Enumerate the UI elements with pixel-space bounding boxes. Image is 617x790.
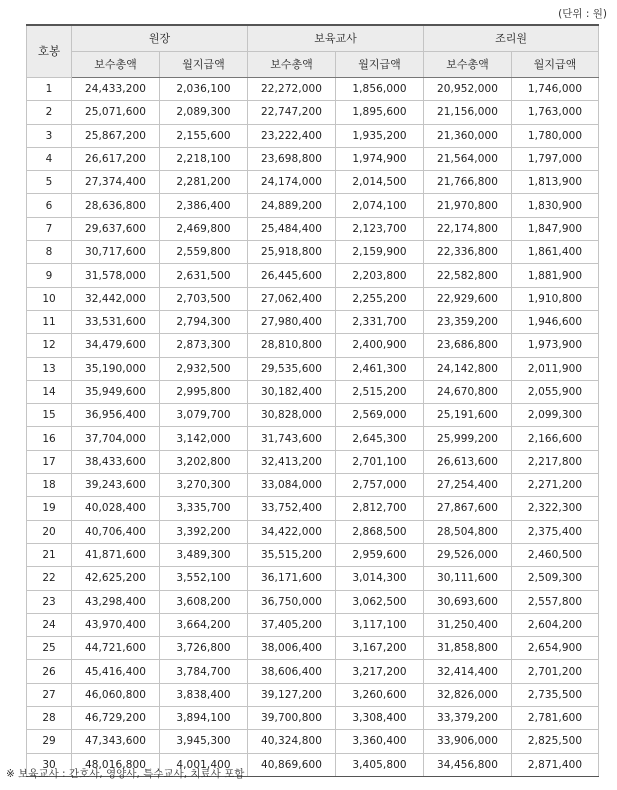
teacher-total-cell: 32,413,200 bbox=[248, 450, 336, 473]
grade-cell: 11 bbox=[27, 310, 72, 333]
cook-monthly-cell: 1,847,900 bbox=[512, 217, 599, 240]
teacher-monthly-cell: 2,461,300 bbox=[336, 357, 424, 380]
grade-cell: 27 bbox=[27, 683, 72, 706]
teacher-total-cell: 31,743,600 bbox=[248, 427, 336, 450]
teacher-monthly-cell: 2,159,900 bbox=[336, 241, 424, 264]
grade-cell: 16 bbox=[27, 427, 72, 450]
cook-monthly-cell: 2,701,200 bbox=[512, 660, 599, 683]
cook-monthly-cell: 2,825,500 bbox=[512, 730, 599, 753]
cook-monthly-cell: 1,746,000 bbox=[512, 78, 599, 101]
table-row bbox=[27, 543, 599, 566]
director-total-cell: 40,028,400 bbox=[72, 497, 160, 520]
teacher-monthly-cell: 3,405,800 bbox=[336, 753, 424, 776]
cook-monthly-cell: 2,271,200 bbox=[512, 474, 599, 497]
teacher-monthly-cell: 3,260,600 bbox=[336, 683, 424, 706]
director-monthly-cell: 2,932,500 bbox=[160, 357, 248, 380]
teacher-monthly-cell: 2,074,100 bbox=[336, 194, 424, 217]
subheader-total: 보수총액 bbox=[248, 52, 336, 78]
cook-total-cell: 21,360,000 bbox=[424, 124, 512, 147]
teacher-monthly-cell: 2,645,300 bbox=[336, 427, 424, 450]
grade-cell: 19 bbox=[27, 497, 72, 520]
grade-cell: 2 bbox=[27, 101, 72, 124]
table-row bbox=[27, 474, 599, 497]
director-total-cell: 47,343,600 bbox=[72, 730, 160, 753]
director-total-cell: 40,706,400 bbox=[72, 520, 160, 543]
teacher-monthly-cell: 1,974,900 bbox=[336, 147, 424, 170]
teacher-total-cell: 23,222,400 bbox=[248, 124, 336, 147]
cook-monthly-cell: 2,055,900 bbox=[512, 380, 599, 403]
teacher-total-cell: 22,272,000 bbox=[248, 78, 336, 101]
teacher-total-cell: 29,535,600 bbox=[248, 357, 336, 380]
teacher-monthly-cell: 2,812,700 bbox=[336, 497, 424, 520]
teacher-monthly-cell: 2,400,900 bbox=[336, 334, 424, 357]
cook-monthly-cell: 2,011,900 bbox=[512, 357, 599, 380]
teacher-monthly-cell: 3,217,200 bbox=[336, 660, 424, 683]
cook-total-cell: 22,929,600 bbox=[424, 287, 512, 310]
grade-cell: 13 bbox=[27, 357, 72, 380]
grade-cell: 24 bbox=[27, 613, 72, 636]
cook-monthly-cell: 1,946,600 bbox=[512, 310, 599, 333]
director-monthly-cell: 2,873,300 bbox=[160, 334, 248, 357]
teacher-monthly-cell: 3,062,500 bbox=[336, 590, 424, 613]
grade-cell: 12 bbox=[27, 334, 72, 357]
cook-total-cell: 20,952,000 bbox=[424, 78, 512, 101]
teacher-total-cell: 22,747,200 bbox=[248, 101, 336, 124]
teacher-monthly-cell: 2,868,500 bbox=[336, 520, 424, 543]
teacher-total-cell: 35,515,200 bbox=[248, 543, 336, 566]
director-total-cell: 42,625,200 bbox=[72, 567, 160, 590]
director-total-cell: 46,729,200 bbox=[72, 707, 160, 730]
table-row bbox=[27, 497, 599, 520]
director-monthly-cell: 3,079,700 bbox=[160, 404, 248, 427]
cook-monthly-cell: 1,861,400 bbox=[512, 241, 599, 264]
table-row bbox=[27, 404, 599, 427]
cook-monthly-cell: 1,813,900 bbox=[512, 171, 599, 194]
table-row bbox=[27, 637, 599, 660]
cook-total-cell: 25,999,200 bbox=[424, 427, 512, 450]
director-monthly-cell: 3,489,300 bbox=[160, 543, 248, 566]
teacher-monthly-cell: 1,856,000 bbox=[336, 78, 424, 101]
teacher-monthly-cell: 2,331,700 bbox=[336, 310, 424, 333]
cook-monthly-cell: 1,881,900 bbox=[512, 264, 599, 287]
teacher-monthly-cell: 1,935,200 bbox=[336, 124, 424, 147]
director-total-cell: 36,956,400 bbox=[72, 404, 160, 427]
cook-total-cell: 25,191,600 bbox=[424, 404, 512, 427]
teacher-total-cell: 40,324,800 bbox=[248, 730, 336, 753]
teacher-total-cell: 37,405,200 bbox=[248, 613, 336, 636]
table-row bbox=[27, 427, 599, 450]
cook-total-cell: 30,111,600 bbox=[424, 567, 512, 590]
grade-cell: 28 bbox=[27, 707, 72, 730]
table-row bbox=[27, 264, 599, 287]
table-row bbox=[27, 217, 599, 240]
header-row-groups bbox=[27, 25, 599, 52]
teacher-total-cell: 30,828,000 bbox=[248, 404, 336, 427]
director-monthly-cell: 3,838,400 bbox=[160, 683, 248, 706]
grade-cell: 25 bbox=[27, 637, 72, 660]
cook-total-cell: 27,254,400 bbox=[424, 474, 512, 497]
subheader-monthly: 월지급액 bbox=[336, 52, 424, 78]
subheader-total: 보수총액 bbox=[72, 52, 160, 78]
cook-total-cell: 32,414,400 bbox=[424, 660, 512, 683]
teacher-monthly-cell: 2,123,700 bbox=[336, 217, 424, 240]
teacher-monthly-cell: 2,515,200 bbox=[336, 380, 424, 403]
director-total-cell: 43,970,400 bbox=[72, 613, 160, 636]
director-total-cell: 44,721,600 bbox=[72, 637, 160, 660]
group-header-director: 원장 bbox=[72, 25, 248, 52]
director-total-cell: 25,867,200 bbox=[72, 124, 160, 147]
teacher-total-cell: 40,869,600 bbox=[248, 753, 336, 776]
director-total-cell: 34,479,600 bbox=[72, 334, 160, 357]
unit-note: (단위 : 원) bbox=[558, 8, 607, 20]
cook-monthly-cell: 2,166,600 bbox=[512, 427, 599, 450]
table-row bbox=[27, 730, 599, 753]
director-monthly-cell: 2,631,500 bbox=[160, 264, 248, 287]
cook-total-cell: 33,906,000 bbox=[424, 730, 512, 753]
cook-monthly-cell: 1,780,000 bbox=[512, 124, 599, 147]
director-total-cell: 24,433,200 bbox=[72, 78, 160, 101]
cook-monthly-cell: 2,557,800 bbox=[512, 590, 599, 613]
director-monthly-cell: 3,392,200 bbox=[160, 520, 248, 543]
teacher-total-cell: 28,810,800 bbox=[248, 334, 336, 357]
table-row bbox=[27, 101, 599, 124]
director-total-cell: 37,704,000 bbox=[72, 427, 160, 450]
table-body bbox=[27, 78, 599, 777]
subheader-monthly: 월지급액 bbox=[512, 52, 599, 78]
teacher-monthly-cell: 3,167,200 bbox=[336, 637, 424, 660]
grade-cell: 18 bbox=[27, 474, 72, 497]
teacher-monthly-cell: 2,959,600 bbox=[336, 543, 424, 566]
table-row bbox=[27, 683, 599, 706]
grade-cell: 5 bbox=[27, 171, 72, 194]
table-row bbox=[27, 310, 599, 333]
director-monthly-cell: 2,386,400 bbox=[160, 194, 248, 217]
table-row bbox=[27, 357, 599, 380]
cook-monthly-cell: 2,604,200 bbox=[512, 613, 599, 636]
teacher-total-cell: 27,062,400 bbox=[248, 287, 336, 310]
teacher-total-cell: 39,127,200 bbox=[248, 683, 336, 706]
teacher-monthly-cell: 3,014,300 bbox=[336, 567, 424, 590]
director-total-cell: 32,442,000 bbox=[72, 287, 160, 310]
teacher-total-cell: 27,980,400 bbox=[248, 310, 336, 333]
cook-monthly-cell: 2,460,500 bbox=[512, 543, 599, 566]
director-total-cell: 29,637,600 bbox=[72, 217, 160, 240]
grade-cell: 9 bbox=[27, 264, 72, 287]
cook-total-cell: 23,359,200 bbox=[424, 310, 512, 333]
director-monthly-cell: 3,608,200 bbox=[160, 590, 248, 613]
director-total-cell: 39,243,600 bbox=[72, 474, 160, 497]
table-row bbox=[27, 194, 599, 217]
director-total-cell: 35,949,600 bbox=[72, 380, 160, 403]
subheader-monthly: 월지급액 bbox=[160, 52, 248, 78]
director-total-cell: 25,071,600 bbox=[72, 101, 160, 124]
director-monthly-cell: 3,726,800 bbox=[160, 637, 248, 660]
director-monthly-cell: 2,995,800 bbox=[160, 380, 248, 403]
grade-cell: 14 bbox=[27, 380, 72, 403]
director-monthly-cell: 2,089,300 bbox=[160, 101, 248, 124]
grade-cell: 26 bbox=[27, 660, 72, 683]
grade-cell: 17 bbox=[27, 450, 72, 473]
cook-total-cell: 28,504,800 bbox=[424, 520, 512, 543]
group-header-cook: 조리원 bbox=[424, 25, 599, 52]
teacher-monthly-cell: 3,360,400 bbox=[336, 730, 424, 753]
teacher-total-cell: 26,445,600 bbox=[248, 264, 336, 287]
teacher-total-cell: 33,084,000 bbox=[248, 474, 336, 497]
grade-cell: 6 bbox=[27, 194, 72, 217]
table-row bbox=[27, 590, 599, 613]
director-monthly-cell: 3,894,100 bbox=[160, 707, 248, 730]
cook-total-cell: 34,456,800 bbox=[424, 753, 512, 776]
subheader-total: 보수총액 bbox=[424, 52, 512, 78]
director-monthly-cell: 3,784,700 bbox=[160, 660, 248, 683]
cook-monthly-cell: 2,654,900 bbox=[512, 637, 599, 660]
cook-total-cell: 30,693,600 bbox=[424, 590, 512, 613]
director-total-cell: 35,190,000 bbox=[72, 357, 160, 380]
grade-cell: 29 bbox=[27, 730, 72, 753]
teacher-total-cell: 24,889,200 bbox=[248, 194, 336, 217]
cook-total-cell: 21,156,000 bbox=[424, 101, 512, 124]
director-monthly-cell: 2,703,500 bbox=[160, 287, 248, 310]
cook-monthly-cell: 1,973,900 bbox=[512, 334, 599, 357]
cook-total-cell: 21,766,800 bbox=[424, 171, 512, 194]
teacher-total-cell: 33,752,400 bbox=[248, 497, 336, 520]
director-total-cell: 43,298,400 bbox=[72, 590, 160, 613]
cook-monthly-cell: 1,797,000 bbox=[512, 147, 599, 170]
director-monthly-cell: 3,335,700 bbox=[160, 497, 248, 520]
cook-total-cell: 32,826,000 bbox=[424, 683, 512, 706]
director-monthly-cell: 2,469,800 bbox=[160, 217, 248, 240]
teacher-total-cell: 25,484,400 bbox=[248, 217, 336, 240]
cook-total-cell: 26,613,600 bbox=[424, 450, 512, 473]
cook-monthly-cell: 1,910,800 bbox=[512, 287, 599, 310]
table-row bbox=[27, 241, 599, 264]
grade-cell: 3 bbox=[27, 124, 72, 147]
header-row-sub bbox=[27, 52, 599, 78]
teacher-monthly-cell: 2,757,000 bbox=[336, 474, 424, 497]
cook-monthly-cell: 2,509,300 bbox=[512, 567, 599, 590]
director-monthly-cell: 4,001,400 bbox=[160, 753, 248, 776]
teacher-monthly-cell: 3,117,100 bbox=[336, 613, 424, 636]
teacher-monthly-cell: 2,203,800 bbox=[336, 264, 424, 287]
grade-cell: 1 bbox=[27, 78, 72, 101]
director-monthly-cell: 3,664,200 bbox=[160, 613, 248, 636]
table-row bbox=[27, 334, 599, 357]
teacher-monthly-cell: 2,569,000 bbox=[336, 404, 424, 427]
cook-total-cell: 27,867,600 bbox=[424, 497, 512, 520]
teacher-total-cell: 38,006,400 bbox=[248, 637, 336, 660]
teacher-total-cell: 38,606,400 bbox=[248, 660, 336, 683]
teacher-total-cell: 34,422,000 bbox=[248, 520, 336, 543]
cook-total-cell: 24,142,800 bbox=[424, 357, 512, 380]
table-row bbox=[27, 287, 599, 310]
director-total-cell: 46,060,800 bbox=[72, 683, 160, 706]
grade-cell: 8 bbox=[27, 241, 72, 264]
table-row bbox=[27, 124, 599, 147]
cook-total-cell: 31,858,800 bbox=[424, 637, 512, 660]
teacher-total-cell: 30,182,400 bbox=[248, 380, 336, 403]
grade-cell: 23 bbox=[27, 590, 72, 613]
cook-monthly-cell: 2,375,400 bbox=[512, 520, 599, 543]
director-total-cell: 26,617,200 bbox=[72, 147, 160, 170]
director-monthly-cell: 3,552,100 bbox=[160, 567, 248, 590]
grade-cell: 20 bbox=[27, 520, 72, 543]
table-row bbox=[27, 567, 599, 590]
cook-monthly-cell: 2,781,600 bbox=[512, 707, 599, 730]
director-monthly-cell: 2,155,600 bbox=[160, 124, 248, 147]
cook-total-cell: 21,564,000 bbox=[424, 147, 512, 170]
cook-total-cell: 29,526,000 bbox=[424, 543, 512, 566]
cook-total-cell: 22,174,800 bbox=[424, 217, 512, 240]
cook-monthly-cell: 2,871,400 bbox=[512, 753, 599, 776]
director-monthly-cell: 3,142,000 bbox=[160, 427, 248, 450]
teacher-monthly-cell: 2,255,200 bbox=[336, 287, 424, 310]
director-monthly-cell: 3,202,800 bbox=[160, 450, 248, 473]
table-row bbox=[27, 171, 599, 194]
cook-total-cell: 23,686,800 bbox=[424, 334, 512, 357]
grade-cell: 7 bbox=[27, 217, 72, 240]
teacher-monthly-cell: 2,014,500 bbox=[336, 171, 424, 194]
director-total-cell: 31,578,000 bbox=[72, 264, 160, 287]
director-monthly-cell: 2,559,800 bbox=[160, 241, 248, 264]
director-monthly-cell: 2,281,200 bbox=[160, 171, 248, 194]
teacher-total-cell: 23,698,800 bbox=[248, 147, 336, 170]
table-row bbox=[27, 660, 599, 683]
table-row bbox=[27, 380, 599, 403]
table-row bbox=[27, 147, 599, 170]
cook-total-cell: 31,250,400 bbox=[424, 613, 512, 636]
grade-cell: 15 bbox=[27, 404, 72, 427]
director-monthly-cell: 3,270,300 bbox=[160, 474, 248, 497]
director-monthly-cell: 3,945,300 bbox=[160, 730, 248, 753]
grade-cell: 10 bbox=[27, 287, 72, 310]
cook-monthly-cell: 1,830,900 bbox=[512, 194, 599, 217]
cook-monthly-cell: 2,217,800 bbox=[512, 450, 599, 473]
cook-monthly-cell: 2,322,300 bbox=[512, 497, 599, 520]
director-monthly-cell: 2,794,300 bbox=[160, 310, 248, 333]
table-row bbox=[27, 613, 599, 636]
director-monthly-cell: 2,036,100 bbox=[160, 78, 248, 101]
salary-table bbox=[26, 24, 599, 777]
cook-monthly-cell: 1,763,000 bbox=[512, 101, 599, 124]
teacher-total-cell: 25,918,800 bbox=[248, 241, 336, 264]
director-total-cell: 28,636,800 bbox=[72, 194, 160, 217]
teacher-monthly-cell: 3,308,400 bbox=[336, 707, 424, 730]
grade-cell: 22 bbox=[27, 567, 72, 590]
teacher-total-cell: 24,174,000 bbox=[248, 171, 336, 194]
cook-monthly-cell: 2,735,500 bbox=[512, 683, 599, 706]
cook-total-cell: 24,670,800 bbox=[424, 380, 512, 403]
table-row bbox=[27, 707, 599, 730]
grade-cell: 4 bbox=[27, 147, 72, 170]
table-row bbox=[27, 520, 599, 543]
footnote: ※ 보육교사 : 간호사, 영양사, 특수교사, 치료사 포함 bbox=[6, 768, 245, 780]
cook-total-cell: 22,336,800 bbox=[424, 241, 512, 264]
director-total-cell: 33,531,600 bbox=[72, 310, 160, 333]
director-total-cell: 48,016,800 bbox=[72, 753, 160, 776]
teacher-total-cell: 39,700,800 bbox=[248, 707, 336, 730]
director-total-cell: 41,871,600 bbox=[72, 543, 160, 566]
table-row bbox=[27, 450, 599, 473]
teacher-monthly-cell: 1,895,600 bbox=[336, 101, 424, 124]
cook-monthly-cell: 2,099,300 bbox=[512, 404, 599, 427]
director-total-cell: 38,433,600 bbox=[72, 450, 160, 473]
grade-cell: 30 bbox=[27, 753, 72, 776]
director-total-cell: 30,717,600 bbox=[72, 241, 160, 264]
group-header-teacher: 보육교사 bbox=[248, 25, 424, 52]
director-total-cell: 27,374,400 bbox=[72, 171, 160, 194]
cook-total-cell: 33,379,200 bbox=[424, 707, 512, 730]
teacher-total-cell: 36,750,000 bbox=[248, 590, 336, 613]
teacher-monthly-cell: 2,701,100 bbox=[336, 450, 424, 473]
cook-total-cell: 22,582,800 bbox=[424, 264, 512, 287]
cook-total-cell: 21,970,800 bbox=[424, 194, 512, 217]
teacher-total-cell: 36,171,600 bbox=[248, 567, 336, 590]
grade-cell: 21 bbox=[27, 543, 72, 566]
grade-header: 호봉 bbox=[27, 25, 72, 78]
table-row bbox=[27, 78, 599, 101]
director-total-cell: 45,416,400 bbox=[72, 660, 160, 683]
director-monthly-cell: 2,218,100 bbox=[160, 147, 248, 170]
